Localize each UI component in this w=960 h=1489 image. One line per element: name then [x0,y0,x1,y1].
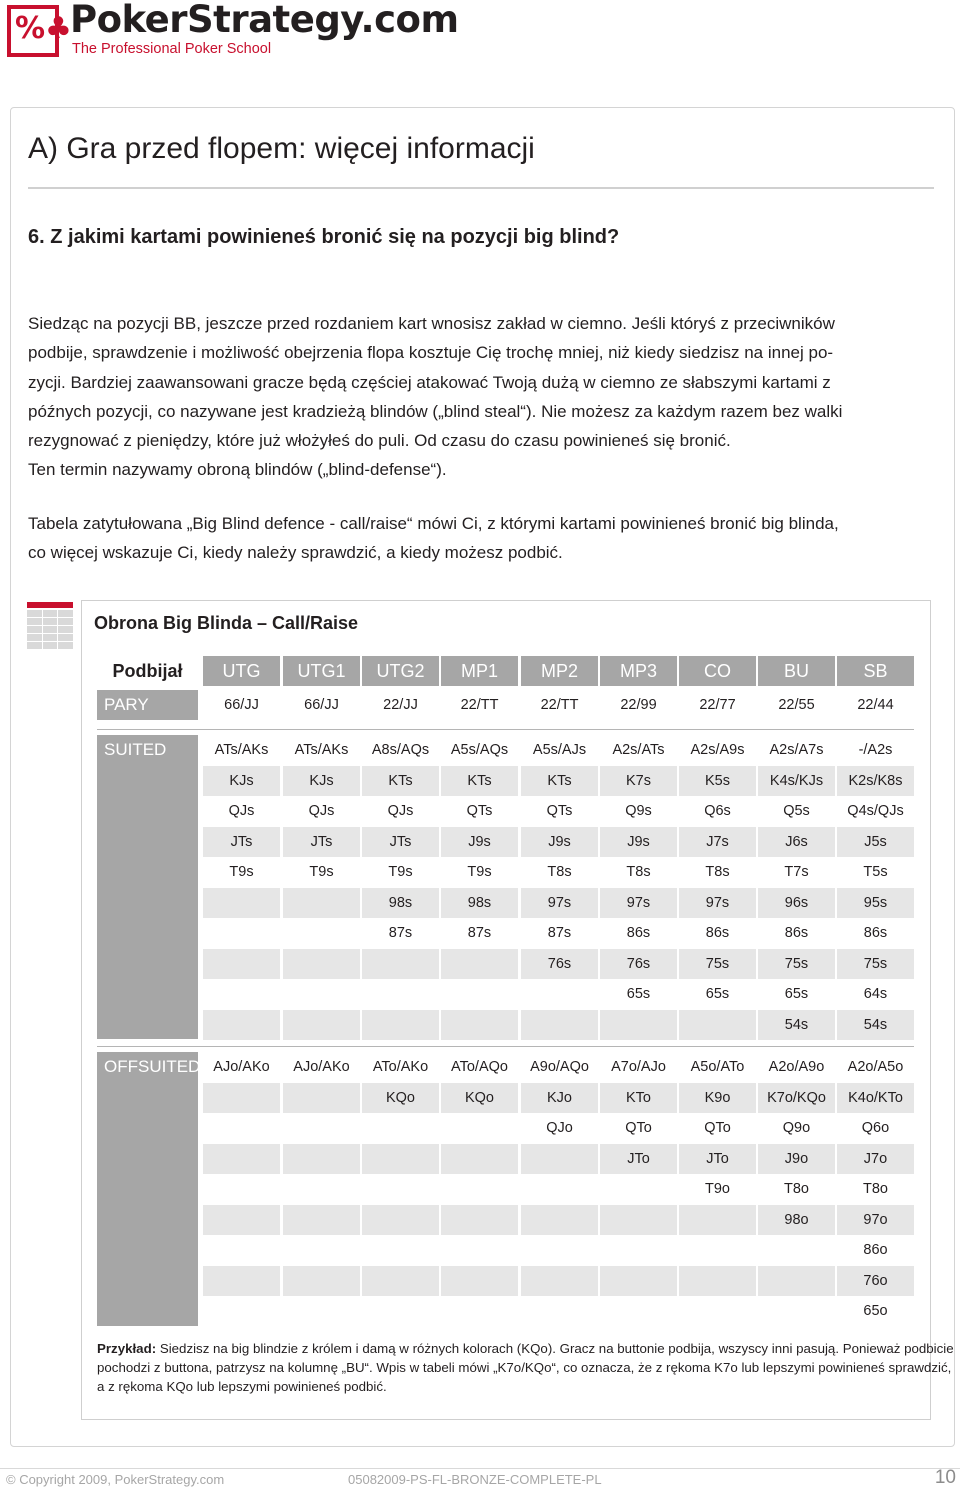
section-label: OFFSUITED [97,1052,198,1326]
table-cell: 87s [521,918,598,949]
table-cell [362,1144,439,1175]
table-cell: Q9o [758,1113,835,1144]
table-cell [203,1083,280,1114]
table-cell [679,1235,756,1266]
table-cell: 22/TT [441,690,518,721]
question-heading: 6. Z jakimi kartami powinieneś bronić się na pozycji big blind? [28,226,620,248]
table-cell: JTs [283,827,360,858]
table-cell: T9s [362,857,439,888]
table-cell: 64s [837,979,914,1010]
column-header: CO [679,656,756,686]
table-cell: 95s [837,888,914,919]
example-line-3: a z rękoma KQo lub lepszymi powinieneś podbić. [97,1379,387,1394]
example-note [97,1339,954,1396]
table-cell: KQo [441,1083,518,1114]
table-cell [441,1235,518,1266]
table-cell [203,1113,280,1144]
table-cell: JTs [362,827,439,858]
footer [0,1469,960,1489]
table-cell: JTo [600,1144,677,1175]
table-cell: Q6o [837,1113,914,1144]
table-cell: JTs [203,827,280,858]
table-cell: -/A2s [837,735,914,766]
brand-name: PokerStrategy.com [70,0,459,41]
table-cell: KTs [441,766,518,797]
table-cell: T5s [837,857,914,888]
column-header: BU [758,656,835,686]
example-text: Siedzisz na big blindzie z królem i damą w różnych kolorach (KQo). Gracz na buttonie podbija, wszyscy inni pasują. Ponieważ podbicie [159,1341,954,1356]
text-line: Ten termin nazywamy obroną blindów („blind-defense“). [28,460,447,480]
table-cell: 22/44 [837,690,914,721]
table-cell: QJs [203,796,280,827]
table-cell [679,1010,756,1041]
example-line-1 [97,1339,954,1358]
table-cell [600,1174,677,1205]
table-cell [203,1266,280,1297]
table-cell [362,1266,439,1297]
table-cell: ATo/AKo [362,1052,439,1083]
table-cell: 86s [679,918,756,949]
table-cell [362,1010,439,1041]
table-cell: 75s [679,949,756,980]
table-cell: 65s [679,979,756,1010]
table-cell: 54s [837,1010,914,1041]
section-label: SUITED [97,735,198,1039]
table-cell: J7o [837,1144,914,1175]
table-cell: AJo/AKo [283,1052,360,1083]
table-cell: 87s [441,918,518,949]
table-cell: K4s/KJs [758,766,835,797]
table-cell [441,1113,518,1144]
table-cell: 76s [521,949,598,980]
header-corner-label: Podbijał [112,661,183,681]
text-line: późnych pozycji, co nazywane jest kradzieżą blindów („blind steal“). Nie możesz za każdym razem bez walki [28,401,843,421]
table-cell: T8o [837,1174,914,1205]
table-cell [441,979,518,1010]
table-cell [521,1174,598,1205]
table-title: Obrona Big Blinda – Call/Raise [94,613,359,633]
table-cell: T8s [600,857,677,888]
table-cell: KJs [203,766,280,797]
table-cell [521,1296,598,1327]
table-cell: QJs [283,796,360,827]
column-header: MP3 [600,656,677,686]
table-cell [283,1296,360,1327]
table-cell: 96s [758,888,835,919]
table-cell [441,1296,518,1327]
column-header: MP1 [441,656,518,686]
table-cell [600,1205,677,1236]
table-cell: 76o [837,1266,914,1297]
table-cell [600,1266,677,1297]
table-cell: J6s [758,827,835,858]
table-intro-paragraph [28,509,938,568]
table-cell: KTo [600,1083,677,1114]
text-line: Tabela zatytułowana „Big Blind defence - call/raise“ mówi Ci, z którymi kartami powinieneś bronić big blinda, [28,514,839,533]
logo-suit-icon: %♣ [15,11,72,46]
table-cell: A2o/A5o [837,1052,914,1083]
table-cell [283,1266,360,1297]
table-cell: 65s [600,979,677,1010]
table-cell: K7s [600,766,677,797]
table-cell: QTs [441,796,518,827]
table-cell: J5s [837,827,914,858]
table-cell: 86o [837,1235,914,1266]
table-cell: 97s [679,888,756,919]
table-cell [203,1235,280,1266]
table-cell: J9s [441,827,518,858]
table-cell: A8s/AQs [362,735,439,766]
column-header: MP2 [521,656,598,686]
intro-paragraph [28,309,938,485]
table-cell: Q4s/QJs [837,796,914,827]
table-cell: 86s [758,918,835,949]
text-line: podbije, sprawdzenie i możliwość obejrzenia flopa kosztuje Cię trochę mniej, niż kiedy siedzisz na innej po- [28,343,834,363]
table-cell [203,979,280,1010]
table-cell [521,1235,598,1266]
table-cell [283,979,360,1010]
table-cell [679,1296,756,1327]
text-line: Siedząc na pozycji BB, jeszcze przed rozdaniem kart wnosisz zakład w ciemno. Jeśli któryś z przeciwników [28,314,835,333]
table-cell [362,1205,439,1236]
table-cell: 98o [758,1205,835,1236]
table-cell: QJs [362,796,439,827]
table-cell: A2s/ATs [600,735,677,766]
table-cell: 66/JJ [203,690,280,721]
heading-divider [28,187,934,189]
table-cell [362,979,439,1010]
table-cell: 22/TT [521,690,598,721]
table-cell [283,918,360,949]
table-cell: T8s [679,857,756,888]
table-cell [283,1083,360,1114]
table-cell: 22/77 [679,690,756,721]
table-cell [521,1266,598,1297]
table-cell [283,1174,360,1205]
table-cell [283,1113,360,1144]
table-cell: 97o [837,1205,914,1236]
table-cell [362,1296,439,1327]
table-cell [362,1113,439,1144]
table-cell [600,1010,677,1041]
table-cell: 87s [362,918,439,949]
table-cell: A2s/A7s [758,735,835,766]
table-cell [203,1010,280,1041]
table-cell: 98s [441,888,518,919]
table-cell: ATo/AQo [441,1052,518,1083]
table-cell [362,1235,439,1266]
table-cell: 75s [837,949,914,980]
table-cell: JTo [679,1144,756,1175]
column-header: SB [837,656,914,686]
table-cell: 22/99 [600,690,677,721]
table-cell [600,1235,677,1266]
table-cell: A7o/AJo [600,1052,677,1083]
footer-copyright: © Copyright 2009, PokerStrategy.com [6,1472,225,1487]
logo [7,5,72,57]
table-cell [521,1010,598,1041]
table-cell: 22/55 [758,690,835,721]
table-cell [283,1144,360,1175]
footer-doc-code: 05082009-PS-FL-BRONZE-COMPLETE-PL [348,1472,602,1487]
table-cell: J9s [600,827,677,858]
table-cell: K9o [679,1083,756,1114]
table-cell [441,1205,518,1236]
table-cell: T9o [679,1174,756,1205]
section-divider [97,1046,914,1047]
table-cell: QJo [521,1113,598,1144]
table-cell: K5s [679,766,756,797]
table-cell: 65o [837,1296,914,1327]
header [0,0,960,62]
table-cell: T9s [441,857,518,888]
table-cell: Q5s [758,796,835,827]
table-cell: A5o/ATo [679,1052,756,1083]
table-cell [758,1296,835,1327]
table-cell [521,1205,598,1236]
table-cell [758,1266,835,1297]
table-cell: K2s/K8s [837,766,914,797]
table-cell [362,949,439,980]
table-cell: T7s [758,857,835,888]
table-cell [203,1174,280,1205]
table-cell [521,979,598,1010]
table-cell: A5s/AJs [521,735,598,766]
column-header: UTG1 [283,656,360,686]
table-cell [203,918,280,949]
section-heading: A) Gra przed flopem: więcej informacji [28,132,535,165]
table-cell: T8s [521,857,598,888]
table-cell [203,1205,280,1236]
table-cell: A2o/A9o [758,1052,835,1083]
table-cell: QTo [679,1113,756,1144]
table-cell: T8o [758,1174,835,1205]
section-label: PARY [97,690,198,720]
table-cell [203,1144,280,1175]
table-cell: KJo [521,1083,598,1114]
table-cell [203,888,280,919]
table-cell [679,1266,756,1297]
table-icon [27,602,73,652]
table-cell: 65s [758,979,835,1010]
table-cell: A9o/AQo [521,1052,598,1083]
table-cell: AJo/AKo [203,1052,280,1083]
table-cell: A2s/A9s [679,735,756,766]
table-cell: 97s [600,888,677,919]
table-cell: 86s [600,918,677,949]
example-label: Przykład: [97,1341,157,1356]
table-cell: QTo [600,1113,677,1144]
table-cell [283,888,360,919]
brand-tagline: The Professional Poker School [72,41,272,57]
table-cell: 97s [521,888,598,919]
table-cell [441,1174,518,1205]
table-cell [283,1205,360,1236]
column-header: UTG [203,656,280,686]
table-cell: KQo [362,1083,439,1114]
table-cell: J9o [758,1144,835,1175]
table-cell: KTs [521,766,598,797]
table-cell: 86s [837,918,914,949]
table-cell [441,1266,518,1297]
table-cell: J9s [521,827,598,858]
table-cell: 76s [600,949,677,980]
table-cell [441,1010,518,1041]
table-cell: 98s [362,888,439,919]
table-cell: QTs [521,796,598,827]
table-cell: T9s [203,857,280,888]
table-cell [283,1235,360,1266]
table-cell: KJs [283,766,360,797]
table-cell [362,1174,439,1205]
table-cell: J7s [679,827,756,858]
table-cell: ATs/AKs [203,735,280,766]
table-cell [283,949,360,980]
table-cell: K7o/KQo [758,1083,835,1114]
table-cell: 54s [758,1010,835,1041]
column-header: UTG2 [362,656,439,686]
example-line-2: pochodzi z buttona, patrzysz na kolumnę „BU“. Wpis w tabeli mówi „K7o/KQo“, co oznacza, że z rękoma K7o lub lepszymi powinieneś sprawdzić, [97,1360,952,1375]
table-cell: ATs/AKs [283,735,360,766]
section-divider [97,729,914,730]
table-cell: T9s [283,857,360,888]
table-cell [283,1010,360,1041]
table-cell: Q9s [600,796,677,827]
text-line: co więcej wskazuje Ci, kiedy należy sprawdzić, a kiedy możesz podbić. [28,543,563,563]
table-cell [441,1144,518,1175]
table-cell: 22/JJ [362,690,439,721]
table-cell [521,1144,598,1175]
table-cell: Q6s [679,796,756,827]
table-cell: 75s [758,949,835,980]
text-line: rezygnować z pieniędzy, które już włożyłeś do puli. Od czasu do czasu powinieneś się bronić. [28,431,731,451]
table-cell [203,1296,280,1327]
table-cell: 66/JJ [283,690,360,721]
text-line: zycji. Bardziej zaawansowani gracze będą częściej atakować Twoją dużą w ciemno ze słabszymi kartami z [28,372,831,392]
table-cell [679,1205,756,1236]
table-cell [600,1296,677,1327]
table-cell [758,1235,835,1266]
page-number: 10 [934,1467,956,1488]
table-cell: K4o/KTo [837,1083,914,1114]
table-cell [441,949,518,980]
table-cell [203,949,280,980]
table-cell: A5s/AQs [441,735,518,766]
table-cell: KTs [362,766,439,797]
